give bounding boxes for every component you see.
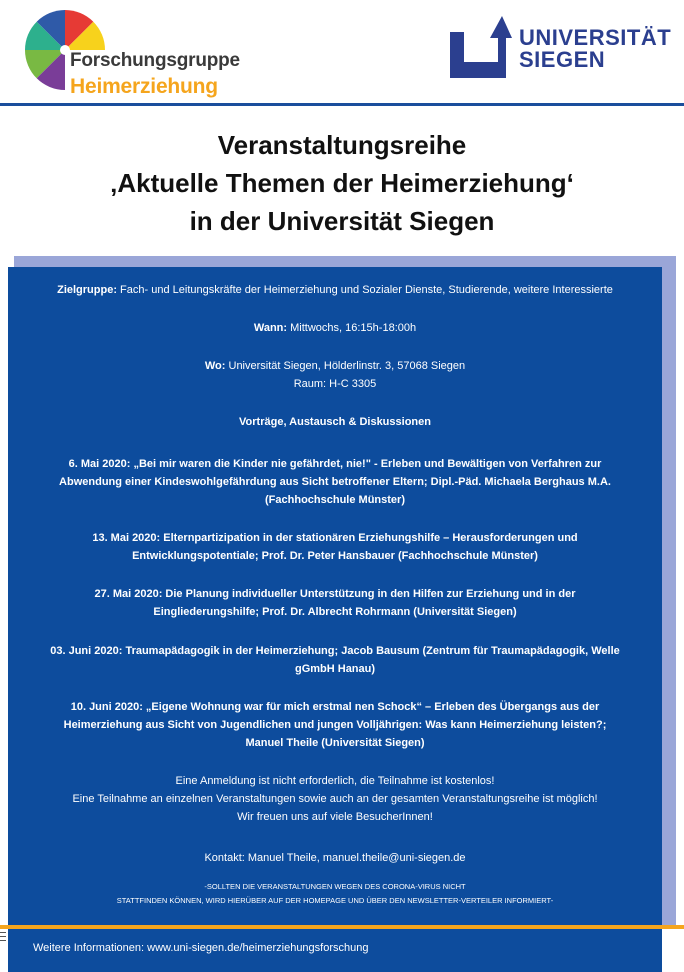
talk-3-line-2: Eingliederungshilfe; Prof. Dr. Albrecht Rohrmann (Universität Siegen) [153,606,517,618]
forschungsgruppe-logo [20,5,240,100]
talk-4-line-2: gGmbH Hanau) [294,663,376,675]
talk-3 [8,585,662,621]
talk-4 [8,642,662,678]
program-heading-block [8,413,662,431]
talk-3-line-1: 27. Mai 2020: Die Planung individueller Unterstützung in den Hilfen zur Erziehung und in der [94,588,576,600]
notes-line-2: Eine Teilnahme an einzelnen Veranstaltungen sowie auch an der gesamten Veranstaltungsreihe ist möglich! [72,793,598,805]
wo-text: Universität Siegen, Hölderlinstr. 3, 57068 Siegen [225,360,466,372]
page-title [0,126,684,240]
footer-divider [0,925,684,929]
logo-line-1: Forschungsgruppe [70,50,240,71]
talk-1-line-1: 6. Mai 2020: „Bei mir waren die Kinder nie gefährdet, nie!" - Erleben und Bewältigen von Verfahren zur [68,458,602,470]
notes-line-1: Eine Anmeldung ist nicht erforderlich, die Teilnahme ist kostenlos! [175,775,495,787]
talk-5-line-2: Heimerziehung aus Sicht von Jugendlichen und jungen Volljährigen: Was kann Heimerziehung leisten?; [63,719,607,731]
zielgruppe-text: Fach- und Leitungskräfte der Heimerziehung und Sozialer Dienste, Studierende, weitere Interessierte [117,284,613,296]
talk-4-line-1: 03. Juni 2020: Traumapädagogik in der Heimerziehung; Jacob Bausum (Zentrum für Traumapädagogik, Welle [50,645,620,657]
wo-label: Wo: [204,360,226,372]
zielgruppe-block [8,281,662,299]
info-panel [8,267,662,972]
footer-text: Weitere Informationen: www.uni-siegen.de/heimerziehungsforschung [33,942,369,954]
university-name [519,27,671,71]
program-heading: Vorträge, Austausch & Diskussionen [239,416,431,428]
talk-1 [8,455,662,509]
contact-block [8,849,662,867]
talk-5-line-3: Manuel Theile (Universität Siegen) [245,737,425,749]
corona-notice-line-2: STATTFINDEN KÖNNEN, WIRD HIERÜBER AUF DER HOMEPAGE UND ÜBER DEN NEWSLETTER-VERTEILER INFORMIERT- [116,896,554,905]
wann-label: Wann: [253,322,288,334]
raum-text: Raum: H-C 3305 [293,378,377,390]
talk-5 [8,698,662,752]
talk-2 [8,529,662,565]
zielgruppe-label: Zielgruppe: [57,284,117,296]
talk-2-line-1: 13. Mai 2020: Elternpartizipation in der stationären Erziehungshilfe – Herausforderungen und [92,532,578,544]
edge-marks [0,932,6,942]
header-divider [0,103,684,106]
talk-2-line-2: Entwicklungspotentiale; Prof. Dr. Peter Hansbauer (Fachhochschule Münster) [132,550,538,562]
title-line-2: ‚Aktuelle Themen der Heimerziehung‘ [110,168,574,198]
university-name-line-2: SIEGEN [519,47,606,72]
notes-line-3: Wir freuen uns auf viele BesucherInnen! [237,811,433,823]
talk-5-line-1: 10. Juni 2020: „Eigene Wohnung war für mich erstmal nen Schock“ – Erleben des Übergangs aus der [70,701,600,713]
wann-block [8,319,662,337]
title-line-3: in der Universität Siegen [189,206,495,236]
title-line-1: Veranstaltungsreihe [217,130,467,160]
notes-block [8,772,662,826]
wo-block [8,357,662,393]
corona-notice-line-1: -SOLLTEN DIE VERANSTALTUNGEN WEGEN DES CORONA-VIRUS NICHT [204,882,466,891]
university-name-line-1: UNIVERSITÄT [519,25,672,50]
corona-notice [8,880,662,908]
talk-1-line-2: Abwendung einer Kindeswohlgefährdung aus Sicht betroffener Eltern; Dipl.-Päd. Michaela Berghaus M.A. [59,476,611,488]
logo-line-2: Heimerziehung [70,75,218,98]
university-mark-icon [450,14,512,78]
talk-1-line-3: (Fachhochschule Münster) [265,494,405,506]
wann-text: Mittwochs, 16:15h-18:00h [287,322,417,334]
contact-text: Kontakt: Manuel Theile, manuel.theile@uni-siegen.de [204,852,466,864]
universitaet-siegen-logo [450,14,670,84]
